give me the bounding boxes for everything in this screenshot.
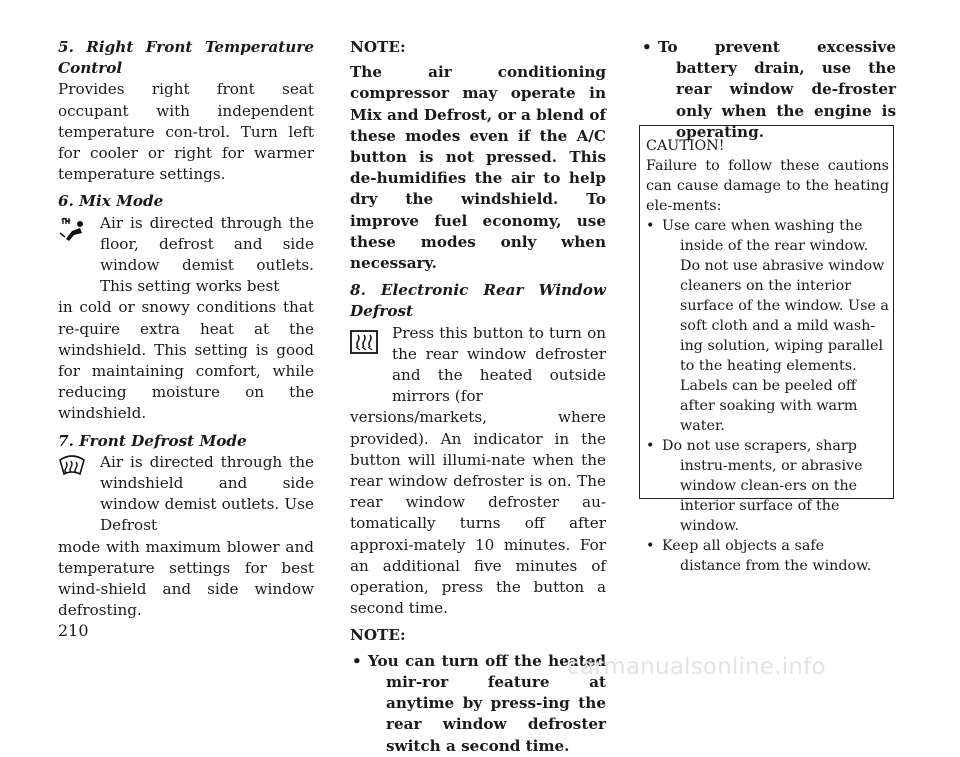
section-8-heading: 8. Electronic Rear Window Defrost bbox=[350, 281, 606, 321]
list-item: • You can turn off the heated mir-ror feature at anytime by press-ing the rear window defroster switch a second time. bbox=[350, 651, 606, 757]
section-7-body-indented: Air is directed through the windshield and side window demist outlets. Use Defrost bbox=[100, 452, 314, 535]
list-item: • To prevent excessive battery drain, use the rear window de-froster only when the engine is operating. bbox=[640, 37, 896, 143]
left-column bbox=[58, 37, 314, 621]
section-6-body: in cold or snowy conditions that re-quire extra heat at the windshield. This setting is good for maintaining comfort, while reducing moisture on the windshield. bbox=[58, 298, 314, 423]
note-1-label: NOTE: bbox=[350, 38, 406, 56]
list-item: • Do not use scrapers, sharp instru-ments, or abrasive window clean-ers on the interior surface of the window. bbox=[646, 436, 893, 536]
section-5-heading: 5. Right Front Temperature Control bbox=[58, 38, 314, 78]
rear-defrost-icon bbox=[350, 329, 378, 355]
rear-defrost-block bbox=[350, 323, 606, 408]
caution-list bbox=[646, 216, 893, 576]
caution-box bbox=[639, 125, 894, 574]
front-defrost-icon bbox=[58, 454, 86, 480]
middle-column bbox=[350, 37, 606, 757]
watermark-text: carmanualsonline.info bbox=[567, 654, 826, 680]
section-8-body-indented: Press this button to turn on the rear window defroster and the heated outside mirrors (for bbox=[392, 323, 606, 406]
mix-mode-block bbox=[58, 213, 314, 298]
list-item: • Keep all objects a safe distance from the window. bbox=[646, 536, 893, 576]
caution-title: CAUTION! bbox=[646, 138, 725, 154]
mix-mode-icon bbox=[58, 215, 86, 241]
section-6-body-indented: Air is directed through the floor, defrost and side window demist outlets. This setting works best bbox=[100, 213, 314, 296]
note-2-label: NOTE: bbox=[350, 626, 406, 645]
section-5-body: Provides right front seat occupant with independent temperature con-trol. Turn left for cooler or right for warmer temperature settings. bbox=[58, 80, 314, 184]
section-7-body: mode with maximum blower and temperature settings for best wind-shield and side window defrosting. bbox=[58, 537, 314, 620]
section-6-heading: 6. Mix Mode bbox=[58, 192, 164, 211]
list-item: • Use care when washing the inside of the rear window. Do not use abrasive window cleaners on the interior surface of the window. Use a soft cloth and a mild wash-ing solution, wiping parallel to the heating elements. Labels can be peeled off after soaking with warm water. bbox=[646, 216, 893, 436]
note-1-body: The air conditioning compressor may operate in Mix and Defrost, or a blend of these modes even if the A/C button is not pressed. This de-humidifies the air to help dry the windshield. To improve fuel economy, use these modes only when necessary. bbox=[350, 63, 606, 273]
front-defrost-block bbox=[58, 452, 314, 537]
caution-intro: Failure to follow these cautions can cause damage to the heating ele-ments: bbox=[646, 158, 889, 214]
page-number: 210 bbox=[58, 621, 89, 640]
section-7-heading: 7. Front Defrost Mode bbox=[58, 431, 247, 450]
section-8-body: versions/markets, where provided). An indicator in the button will illumi-nate when the rear window defroster is on. The rear window defroster au-tomatically turns off after approxi-mately 10 minutes. For an additional five minutes of operation, press the button a second time. bbox=[350, 408, 606, 618]
